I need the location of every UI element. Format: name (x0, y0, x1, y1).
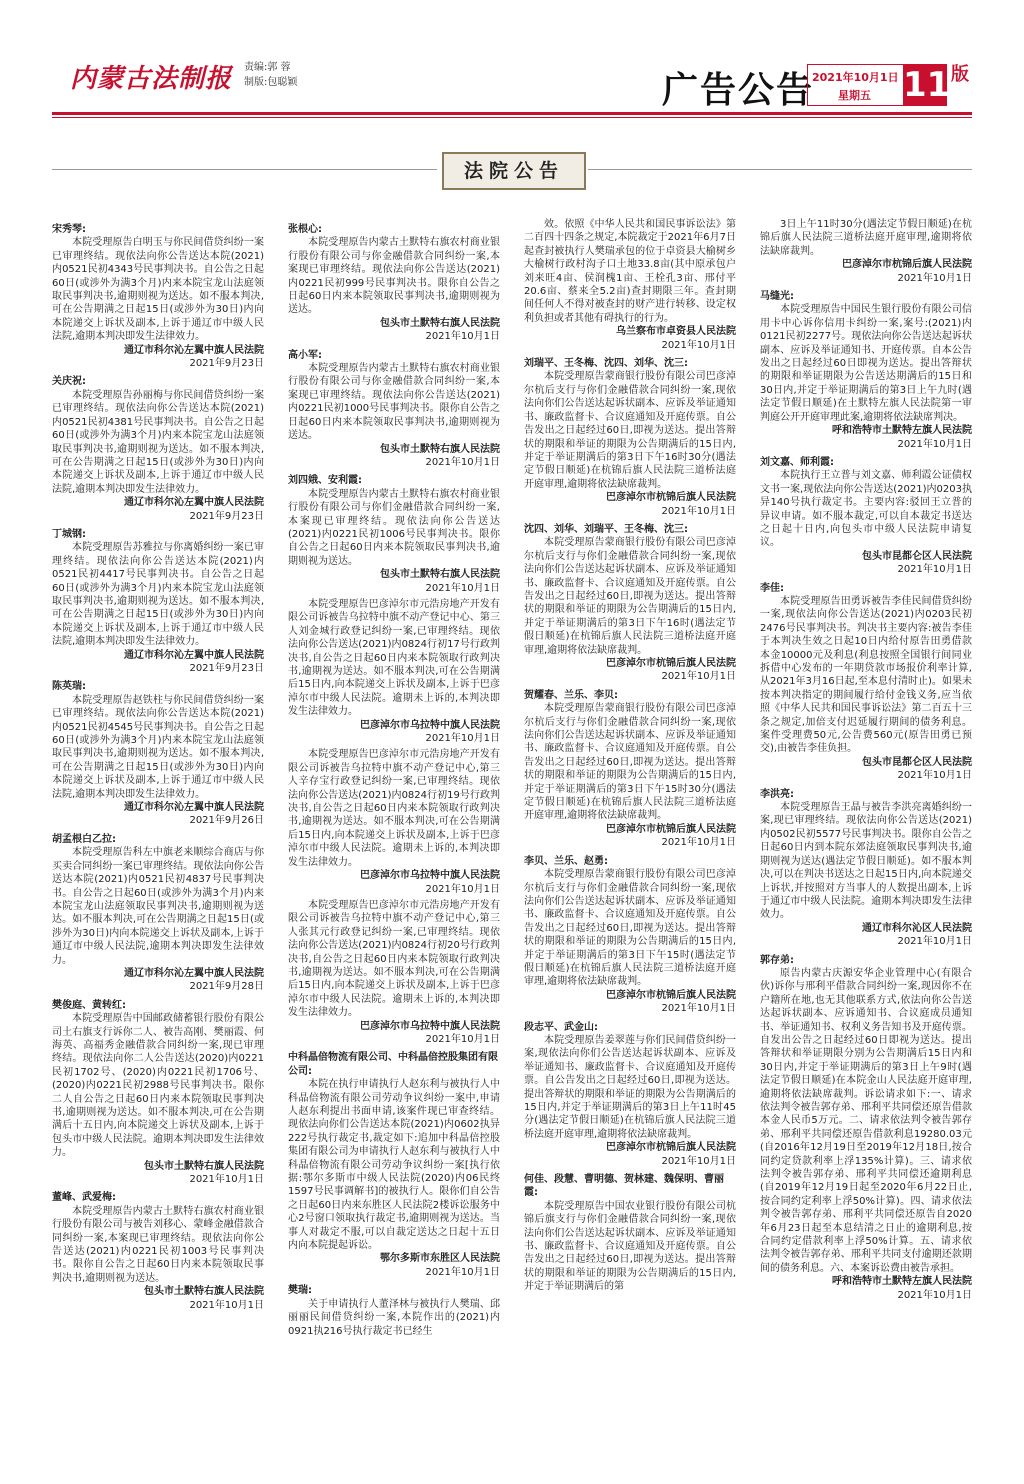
notice-addressee: 李洪亮: (760, 788, 794, 800)
notice-date: 2021年10月1日 (897, 936, 972, 948)
issuing-court: 巴彦淖尔市杭锦后旗人民法院 (606, 823, 736, 835)
notice-body: 本院受理原告内蒙古土默特右旗农村商业银行股份有限公司与你金融借款合同纠纷一案,本案现已审理终结。现依法向你公告送达(2021)内0221民初999号民事判决书。限你自公告之日起60日内来本院领取民事判决书,逾期则视为送达。 (288, 237, 500, 316)
notice-addressee: 刘瑞平、王冬梅、沈四、刘华、沈三: (524, 358, 688, 370)
notice-body: 本院受理原告内蒙古土默特右旗农村商业银行股份有限公司与被告刘移心、蒙峰金融借款合同纠纷一案,本案现已审理终结。现依法向你公告送达(2021)内0221民初1003号民事判决书。限你自公告之日起60日内来本院领取民事判决书,逾期则视为送达。 (52, 1205, 264, 1284)
notice-body: 3日上午11时30分(遇法定节假日顺延)在杭锦后旗人民法院三道桥法庭开庭审理,逾期将依法缺席裁判。 (760, 219, 972, 257)
notice-addressee: 樊瑞: (288, 1285, 312, 1297)
column-4 (760, 218, 972, 1305)
notice-body: 本院执行王立普与刘文嘉、师利霞公证债权文书一案,现依法向你公告送达(2021)内0203执异140号执行裁定书。主要内容:驳回王立普的异议申请。如不服本裁定,可以自本裁定书送达之日起十日内,向包头市中级人民法院申请复议。 (760, 470, 972, 549)
issue-date: 2021年10月1日 (812, 71, 899, 84)
notice-addressee: 董峰、武爱梅: (52, 1192, 116, 1204)
court-notice (288, 223, 500, 344)
court-notice (524, 1021, 736, 1168)
notice-addressee: 陈英瑞: (52, 681, 86, 693)
notice-date: 2021年9月23日 (189, 663, 264, 674)
notice-date: 2021年10月1日 (189, 1174, 264, 1186)
notice-body: 效。依照《中华人民共和国民事诉讼法》第二百四十四条之规定,本院裁定于2021年6月7日起查封被执行人樊瑞承包的位于卓资县大榆树乡大榆树行政村沟子口土地33.8亩(其中原承包户刘来旺4亩、侯润槐1亩、王栓孔3亩、邢付平20.6亩、蔡来全5.2亩)查封期限三年。查封期间任何人不得对被查封的财产进行转移、设定权利负担或者其他有碍执行的行为。 (524, 219, 736, 324)
notice-addressee: 何佳、段慧、曹明德、贺林建、魏保明、曹丽霞: (524, 1174, 724, 1199)
notice-date: 2021年9月23日 (189, 510, 264, 522)
notice-body: 本院受理原告蒙商银行股份有限公司巴彦淖尔杭后支行与你们金融借款合同纠纷一案,现依法向你们公告送达起诉状副本、应诉及举证通知书、廉政监督卡、合议庭通知及开庭传票。自公告发出之日起经过60日,即视为送达。提出答辩状的期限和举证的期限为公告期满后的15日内,并定于举证期满后的第3日下午16时(遇法定节假日顺延)在杭锦后旗人民法院三道桥法庭开庭审理,逾期将依法缺席裁判。 (524, 537, 736, 656)
notice-body: 本院受理原告苏雅拉与你离婚纠纷一案已审理终结。现依法向你公告送达本院(2021)内0521民初4417号民事判决书。自公告之日起60日(或涉外为满3个月)内来本院宝龙山法庭领取民事判决书,逾期则视为送达。如不服本判决,可在公告期满之日起15日(或涉外为30日)内向本院递交上诉状及副本,上诉于通辽市中级人民法院,逾期本判决即发生法律效力。 (52, 542, 264, 648)
notice-date: 2021年10月1日 (897, 770, 972, 782)
notice-date: 2021年9月28日 (189, 981, 264, 993)
court-notice (288, 748, 500, 895)
issuing-court: 乌兰察布市卓资县人民法院 (616, 326, 736, 338)
notice-date: 2021年10月1日 (897, 272, 972, 284)
notice-body: 本院受理原告巴彦淖尔市元浩房地产开发有限公司诉被告乌拉特中旗不动产登记中心,第三人辛存宝行政登记纠纷一案,已审理终结。现依法向你公告送达(2021)内0824行初19号行政判决书,自公告之日起60日内来本院领取行政判决书,逾期视为送达。如不服本判决,可在公告期满后15日内,向本院递交上诉状及副本,上诉于巴彦淖尔市中级人民法院。逾期未上诉的,本判决即发生法律效力。 (288, 749, 500, 868)
court-notice (52, 999, 264, 1187)
court-notice (524, 357, 736, 518)
issuing-court: 通辽市科尔沁左翼中旗人民法院 (124, 497, 264, 509)
notice-body: 本院受理原告蒙商银行股份有限公司巴彦淖尔杭后支行与你们金融借款合同纠纷一案,现依法向你们公告送达起诉状副本、应诉及举证通知书、廉政监督卡、合议庭通知及开庭传票。自公告发出之日起经过60日,即视为送达。提出答辩状的期限和举证的期限为公告期满后的15日内,并定于举证期满后的第3日下午15时30分(遇法定节假日顺延)在杭锦后旗人民法院三道桥法庭开庭审理,逾期将依法缺席裁判。 (524, 703, 736, 822)
issuing-court: 通辽市科尔沁区人民法院 (862, 922, 972, 934)
editor-credits (244, 60, 297, 90)
notice-date: 2021年10月1日 (897, 1289, 972, 1301)
notice-body: 本院受理原告中国民生银行股份有限公司信用卡中心诉你信用卡纠纷一案,案号:(2021)内0121民初2277号。现依法向你公告送达起诉状副本、应诉及举证通知书、开庭传票。自本公告发出之日起经过60日即视为送达。提出答辩状的期限和举证期限为公告送达期满后的15日和30日内,并定于举证期满后的第3日上午九时(遇法定节假日顺延)在土默特左旗人民法院第一审判庭公开开庭审理此案,逾期将依法缺席判决。 (760, 304, 972, 423)
notice-body: 本院受理原告白明玉与你民间借贷纠纷一案已审理终结。现依法向你公告送达本院(2021)内0521民初4343号民事判决书。自公告之日起60日(或涉外为满3个月)内来本院宝龙山法庭领取民事判决书,逾期则视为送达。如不服本判决,可在公告期满之日起15日(或涉外为30日)内向本院递交上诉状及副本,上诉于通辽市中级人民法院,逾期本判决即发生法律效力。 (52, 237, 264, 343)
notice-addressee: 李佳: (760, 582, 784, 594)
issuing-court: 包头市土默特右旗人民法院 (144, 1286, 264, 1298)
court-notice (288, 474, 500, 595)
notice-body: 本院受理原告科左中旗老来顺综合商店与你买卖合同纠纷一案已审理终结。现依法向你公告送达本院(2021)内0521民初4837号民事判决书。自公告之日起60日(或涉外为满3个月)内来本院宝龙山法庭领取民事判决书,逾期则视为送达。如不服本判决,可在公告期满之日起15日(或涉外为30日)内向本院递交上诉状及副本,上诉于通辽市中级人民法院,逾期本判决即发生法律效力。 (52, 847, 264, 966)
notice-date: 2021年9月23日 (189, 358, 264, 370)
notice-body: 本院受理原告内蒙古土默特右旗农村商业银行股份有限公司与你们金融借款合同纠纷一案,本案现已审理终结。现依法向你公告送达(2021)内0221民初1006号民事判决书。限你自公告之日起60日内来本院领取民事判决书,逾期则视为送达。 (288, 488, 500, 567)
notice-date: 2021年10月1日 (425, 456, 500, 468)
notice-body: 本院受理原告田勇诉被告李佳民间借贷纠纷一案,现依法向你公告送达(2021)内0203民初2476号民事判决书。判决书主要内容:被告李佳于本判决生效之日起10日内给付原告田勇借款本金10000元及利息(利息按照全国银行间同业拆借中心发布的一年期贷款市场报价利率计算,从2021年3月16日起,至本息付清时止)。如果未按本判决指定的期间履行给付金钱义务,应当依照《中华人民共和国民事诉讼法》第二百五十三条之规定,加倍支付迟延履行期间的债务利息。案件受理费50元,公告费560元(原告田勇已预交),由被告李佳负担。 (760, 595, 972, 755)
issuing-court: 通辽市科尔沁左翼中旗人民法院 (124, 344, 264, 356)
column-1 (52, 218, 264, 1315)
notice-date: 2021年10月1日 (425, 331, 500, 343)
newspaper-logo: 内蒙古法制报 (70, 64, 233, 94)
court-notice (52, 833, 264, 994)
column-3 (524, 218, 736, 1297)
court-notice (524, 1173, 736, 1294)
issuing-court: 包头市昆都仑区人民法院 (862, 756, 972, 768)
court-notice (760, 456, 972, 577)
notice-addressee: 宋秀琴: (52, 224, 86, 235)
editor-line: 责编:郭 蓉 (244, 62, 291, 73)
notice-addressee: 高小军: (288, 349, 322, 361)
notice-date: 2021年9月26日 (189, 815, 264, 827)
masthead (52, 56, 972, 110)
court-notice (524, 523, 736, 684)
issuing-court: 包头市土默特右旗人民法院 (380, 569, 500, 581)
issuing-court: 巴彦淖尔市杭锦后旗人民法院 (606, 658, 736, 669)
section-title: 广告公告 (662, 70, 815, 111)
notice-date: 2021年10月1日 (661, 837, 736, 849)
notice-addressee: 樊俊庭、黄转红: (52, 999, 126, 1011)
notice-addressee: 丁城钢: (52, 528, 86, 540)
notice-body: 本院受理原告中国邮政储蓄银行股份有限公司土右旗支行诉你二人、被告高刚、樊丽霞、何海英、高福秀金融借款合同纠纷一案,现已审理终结。现依法向你二人公告送达(2020)内0221民初1702号、(2020)内0221民初1706号、(2020)内0221民初2988号民事判决书。限你二人自公告之日起60日内来本院领取民事判决书,逾期则视为送达。如不服本判决,可在公告期满后十五日内,向本院递交上诉状及副本,上诉于包头市中级人民法院。逾期本判决即发生法律效力。 (52, 1013, 264, 1159)
court-notice (52, 223, 264, 370)
notice-body: 本院受理原告王晶与被告李洪亮离婚纠纷一案,现已审理终结。现依法向你公告送达(2021)内0502民初5577号民事判决书。限你自公告之日起60日内到本院东郊法庭领取民事判决书,逾期则视为送达(遇法定节假日顺延)。如不服本判决,可以在判决书送达之日起15日内,向本院递交上诉状,并按照对方当事人的人数提出副本,上诉于通辽市中级人民法院。逾期本判决即发生法律效力。 (760, 802, 972, 921)
notice-addressee: 沈四、刘华、刘瑞平、王冬梅、沈三: (524, 523, 688, 535)
court-notice (52, 528, 264, 675)
notice-body: 本院受理原告内蒙古土默特右旗农村商业银行股份有限公司与你金融借款合同纠纷一案,本案现已审理终结。现依法向你公告送达(2021)内0221民初1000号民事判决书。限你自公告之日起60日内来本院领取民事判决书,逾期则视为送达。 (288, 363, 500, 442)
notice-addressee: 胡孟根白乙拉: (52, 833, 116, 845)
issuing-court: 巴彦淖尔市乌拉特中旗人民法院 (360, 870, 500, 882)
issuing-court: 巴彦淖尔市乌拉特中旗人民法院 (360, 1020, 500, 1032)
issuing-court: 巴彦淖尔市乌拉特中旗人民法院 (360, 719, 500, 731)
notice-date: 2021年10月1日 (425, 582, 500, 594)
notice-body: 本院在执行申请执行人赵东利与被执行人中科晶倍物流有限公司劳动争议纠纷一案中,申请人赵东利提出书面申请,该案件现已审查终结。现依法向你们公告送达本院(2021)内0602执异222号执行裁定书,裁定如下:追加中科晶倍控股集团有限公司为申请执行人赵东利与被执行人中科晶倍物流有限公司劳动争议纠纷一案[执行依据:鄂尔多斯市中级人民法院(2020)内06民终1597号民事调解书]的被执行人。限你们自公告之日起60日内来东胜区人民法院2楼诉讼服务中心2号窗口领取执行裁定书,逾期则视为送达。当事人对裁定不服,可以自裁定送达之日起十五日内向本院提起诉讼。 (288, 1079, 500, 1252)
court-notice (52, 680, 264, 827)
notice-date: 2021年10月1日 (425, 1266, 500, 1278)
court-notice (760, 290, 972, 451)
notice-body: 本院受理原告姜翠莲与你们民间借贷纠纷一案,现依法向你们公告送达起诉状副本、应诉及举证通知书、廉政监督卡、合议庭通知及开庭传票。自公告发出之日起经过60日,即视为送达。提出答辩状的期限和举证的期限为公告期满后的15日内,并定于举证期满后的第3日上午11时45分(遇法定节假日顺延)在杭锦后旗人民法院三道桥法庭开庭审理,逾期将依法缺席裁判。 (524, 1034, 736, 1140)
issuing-court: 包头市土默特右旗人民法院 (380, 443, 500, 455)
court-notice (288, 1284, 500, 1338)
issuing-court: 通辽市科尔沁左翼中旗人民法院 (124, 802, 264, 814)
notice-addressee: 中科晶倍物流有限公司、中科晶倍控股集团有限公司: (288, 1052, 498, 1077)
issuing-court: 巴彦淖尔市杭锦后旗人民法院 (606, 989, 736, 1001)
notice-date: 2021年10月1日 (189, 1299, 264, 1311)
court-notice (524, 218, 736, 352)
court-notice (760, 788, 972, 949)
page-number: 11 (903, 65, 951, 105)
issue-weekday: 星期五 (838, 89, 871, 102)
issuing-court: 鄂尔多斯市东胜区人民法院 (380, 1253, 500, 1265)
notice-date: 2021年10月1日 (661, 671, 736, 683)
notice-body: 关于申请执行人董泽林与被执行人樊瑞、邱丽丽民间借贷纠纷一案,本院作出的(2021)内0921执216号执行裁定书已经生 (288, 1298, 500, 1337)
notice-addressee: 刘文嘉、师利霞: (760, 456, 834, 468)
header-rule-thin (52, 117, 972, 118)
notice-addressee: 段志平、武金山: (524, 1021, 598, 1033)
banner-rule-right (588, 169, 972, 170)
issuing-court: 包头市土默特右旗人民法院 (380, 317, 500, 329)
notice-addressee: 李贝、兰乐、赵勇: (524, 855, 608, 867)
notice-date: 2021年10月1日 (425, 1033, 500, 1045)
court-notice (288, 1051, 500, 1279)
notice-addressee: 关庆祝: (52, 376, 86, 388)
notice-body: 本院受理原告孙丽梅与你民间借贷纠纷一案已审理终结。现依法向你公告送达本院(2021)内0521民初4381号民事判决书。自公告之日起60日(或涉外为满3个月)内来本院宝龙山法庭领取民事判决书,逾期则视为送达。如不服本判决,可在公告期满之日起15日(或涉外为30日)内向本院递交上诉状及副本,上诉于通辽市中级人民法院,逾期本判决即发生法律效力。 (52, 389, 264, 495)
notice-body: 原告内蒙古庆源安华企业管理中心(有限合伙)诉你与邢利平借款合同纠纷一案,现因你不在户籍所在地,也无其他联系方式,依法向你公告送达起诉状副本、应诉通知书、合议庭成员通知书、举证通知书、权利义务告知书及开庭传票。自发出公告之日起经过60日即视为送达。提出答辩状和举证期限分别为公告期满后15日内和30日内,并定于举证期满后的第3日上午9时(遇法定节假日顺延)在本院金山人民法庭开庭审理,逾期将依法缺席裁判。诉讼请求如下:一、请求依法判令被告郭存弟、邢利平共同偿还原告借款本金人民币5万元。二、请求依法判令被告郭存弟、邢利平共同偿还原告借款利息19280.03元(自2016年12月19日至2019年12月18日,按合同约定贷款利率上浮135%计算)。三、请求依法判令被告郭存弟、邢利平共同偿还逾期利息(自2019年12月19日起至2020年6月22日止,按合同约定利率上浮50%计算)。四、请求依法判令被告郭存弟、邢利平共同偿还原告自2020年6月23日起至本息结清之日止的逾期利息,按合同约定借款利率上浮50%计算。五、请求依法判令被告郭存弟、邢利平共同支付逾期还款期间的债务利息。六、本案诉讼费由被告承担。 (760, 967, 972, 1274)
notice-addressee: 张根心: (288, 224, 322, 235)
issuing-court: 巴彦淖尔市杭锦后旗人民法院 (842, 259, 972, 271)
notice-body: 本院受理原告巴彦淖尔市元浩房地产开发有限公司诉被告乌拉特中旗不动产登记中心、第三人刘金城行政登记纠纷一案,已审理终结。现依法向你公告送达(2021)内0824行初17号行政判决书,自公告之日起60日内来本院领取行政判决书,逾期视为送达。如不服本判决,可在公告期满后15日内,向本院递交上诉状及副本,上诉于巴彦淖尔市中级人民法院。逾期未上诉的,本判决即发生法律效力。 (288, 598, 500, 718)
court-notice (760, 582, 972, 783)
issuing-court: 巴彦淖尔市杭锦后旗人民法院 (606, 1142, 736, 1154)
court-notice (524, 689, 736, 850)
court-notice (52, 1191, 264, 1312)
notice-addressee: 贺耀春、兰乐、李贝: (524, 689, 618, 701)
banner-rule-left (52, 169, 437, 170)
notice-addressee: 刘四娥、安利霞: (288, 475, 362, 487)
notice-date: 2021年10月1日 (897, 438, 972, 450)
issuing-court: 巴彦淖尔市杭锦后旗人民法院 (606, 492, 736, 504)
notice-date: 2021年10月1日 (661, 339, 736, 351)
date-box (807, 64, 905, 106)
issuing-court: 包头市昆都仑区人民法院 (862, 550, 972, 562)
header-rule (52, 112, 972, 115)
notice-body: 本院受理原告蒙商银行股份有限公司巴彦淖尔杭后支行与你们金融借款合同纠纷一案,现依法向你们公告送达起诉状副本、应诉及举证通知书、廉政监督卡、合议庭通知及开庭传票。自公告发出之日起经过60日,即视为送达。提出答辩状的期限和举证的期限为公告期满后的15日内,并定于举证期满后的第3日下午16时30分(遇法定节假日顺延)在杭锦后旗人民法院三道桥法庭开庭审理,逾期将依法缺席裁判。 (524, 371, 736, 490)
notice-addressee: 郭存弟: (760, 954, 794, 966)
column-2 (288, 218, 500, 1341)
notice-date: 2021年10月1日 (897, 564, 972, 576)
banner-title: 法院公告 (442, 152, 586, 190)
court-notice (760, 218, 972, 285)
court-notice (524, 855, 736, 1016)
court-notice (52, 375, 264, 522)
production-line: 制版:包聪颖 (244, 77, 298, 88)
notice-addressee: 马缝光: (760, 291, 794, 303)
notice-body: 本院受理原告中国农业银行股份有限公司杭锦后旗支行与你们金融借款合同纠纷一案,现依法向你们公告送达起诉状副本、应诉及举证通知书、廉政监督卡、合议庭通知及开庭传票。自公告发出之日起经过60日,即视为送达。提出答辩状的期限和举证的期限为公告期满后的15日内,并定于举证期满后的第 (524, 1200, 736, 1293)
notice-body: 本院受理原告蒙商银行股份有限公司巴彦淖尔杭后支行与你们金融借款合同纠纷一案,现依法向你们公告送达起诉状副本、应诉及举证通知书、廉政监督卡、合议庭通知及开庭传票。自公告发出之日起经过60日,即视为送达。提出答辩状的期限和举证的期限为公告期满后的15日内,并定于举证期满后的第3日下午15时(遇法定节假日顺延)在杭锦后旗人民法院三道桥法庭开庭审理,逾期将依法缺席裁判。 (524, 869, 736, 988)
notice-body: 本院受理原告赵铁柱与你民间借贷纠纷一案已审理终结。现依法向你公告送达本院(2021)内0521民初4545号民事判决书。自公告之日起60日(或涉外为满3个月)内来本院宝龙山法庭领取民事判决书,逾期则视为送达。如不服本判决,可在公告期满之日起15日(或涉外为30日)内向本院递交上诉状及副本,上诉于通辽市中级人民法院,逾期本判决即发生法律效力。 (52, 694, 264, 800)
issuing-court: 通辽市科尔沁左翼中旗人民法院 (124, 967, 264, 979)
court-notice (288, 899, 500, 1046)
issuing-court: 呼和浩特市土默特左旗人民法院 (832, 1276, 972, 1288)
notice-date: 2021年10月1日 (661, 1003, 736, 1015)
notice-date: 2021年10月1日 (425, 733, 500, 745)
notice-body: 本院受理原告巴彦淖尔市元浩房地产开发有限公司诉被告乌拉特中旗不动产登记中心,第三人张其元行政登记纠纷一案,已审理终结。现依法向你公告送达(2021)内0824行初20号行政判决书,自公告之日起60日内来本院领取行政判决书,逾期视为送达。如不服本判决,可在公告期满后15日内,向本院递交上诉状及副本,上诉于巴彦淖尔市中级人民法院。逾期未上诉的,本判决即发生法律效力。 (288, 899, 500, 1019)
notice-date: 2021年10月1日 (661, 505, 736, 517)
court-notice (760, 954, 972, 1303)
page-suffix: 版 (951, 64, 969, 85)
issuing-court: 呼和浩特市土默特左旗人民法院 (832, 425, 972, 437)
court-notice (288, 598, 500, 745)
notice-date: 2021年10月1日 (661, 1155, 736, 1167)
notice-date: 2021年10月1日 (425, 883, 500, 895)
issuing-court: 通辽市科尔沁左翼中旗人民法院 (124, 649, 264, 661)
court-notice (288, 349, 500, 470)
issuing-court: 包头市土默特右旗人民法院 (144, 1160, 264, 1172)
